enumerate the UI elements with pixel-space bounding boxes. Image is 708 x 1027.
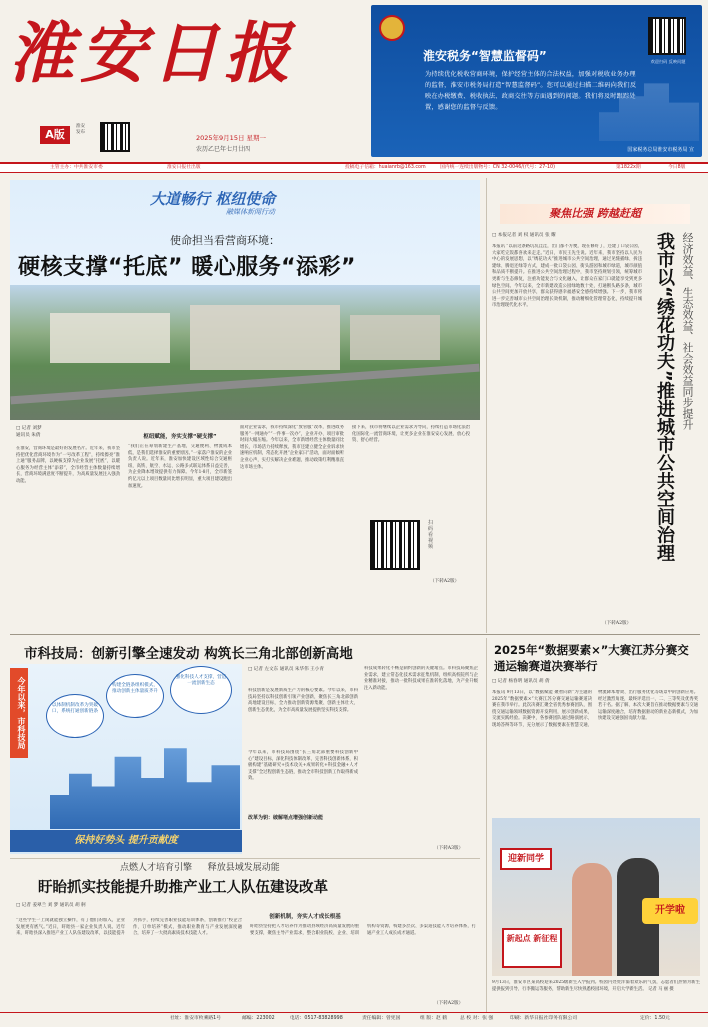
- lead-col4: 接下来，我市将继续以企业需求为导向，持续打造市场化法治化国际化一流营商环境，让更多企业在淮安安心发展、放心投资、舒心经营。: [352, 425, 470, 444]
- tech-jump: （下转A3版）: [434, 846, 464, 851]
- lead-jump: （下转A2版）: [430, 579, 460, 584]
- footer-print: 印刷：新华日报社印务有限公司: [510, 1016, 578, 1021]
- contest-body: 本报讯 9月13日，以“数据赋能 聚智向新”为主题的2025年“数据要素×”大赛江苏分赛交通运输赛道决赛在我市举行。此次决赛汇聚全省优秀参赛团队，围绕交通运输领域数据资源开发利用，展示创新成果，交流实践经验。决赛中，各参赛团队通过路演展示、现场答辩等环节，充分展示了数据要素在智慧交通、物流降本增效、出行服务优化等场景中的创新应用。经过激烈角逐，最终评选出一、二、三等奖及优秀奖若干名。据了解，本次大赛旨在推动数据要素与交通运输深度融合，培育数据驱动的新业态新模式，为加快建设交通强国贡献力量。: [492, 690, 698, 728]
- lead-col3: 面对企业需求，我市持续深化“放管服”改革，推进政务服务“一网通办”“一件事一次办”，企业开办、项目审批时间大幅压缩。今年以来，全市新增经营主体数量同比增长，市场活力持续释放。我市还建立健全企业诉求快速响应机制，常态化开展“企业家日”活动，面对面倾听企业心声，实打实解决企业难题，推动政策红利精准直达市场主体。: [240, 425, 344, 470]
- contest-headline: 2025年“数据要素×”大赛江苏分赛交通运输赛道决赛举行: [494, 643, 689, 673]
- strip-issue: 第1822x期: [616, 165, 641, 170]
- right-feature-subhead: 经济效益、生态效益、社会效益同步提升: [681, 232, 694, 430]
- tech-skyline: [50, 744, 240, 829]
- strip-email: 投稿电子信箱：huaianrb@163.com: [345, 165, 426, 170]
- industry-story: [10, 860, 480, 1010]
- tech-headline: 市科技局：创新引擎全速发动 构筑长三角北部创新高地: [24, 646, 353, 662]
- right-feature-byline: □ 本报记者 刘 权 通讯员 张 耀: [492, 233, 556, 238]
- footer-editor: 责任编辑：曾宪国: [362, 1016, 401, 1021]
- lead-banner: [10, 180, 480, 420]
- footer-address: 社址：淮安市枚乘路1号: [170, 1016, 222, 1021]
- lead-col2: “我们正在筹划新建生产基地，交通便利、物流成本低，是我们选择淮安的重要原因。”一家落户淮安的企业负责人说。近年来，淮安加快建设区域性综合交通枢纽，高铁、航空、水运、公路多式联运体系日益完善，为企业降本增效提供有力保障。今年1-8月，全市新签约亿元以上项目数量同比增长明显，重大项目建设跑出加速度。: [128, 444, 232, 489]
- industry-subhead: 创新机制，夯实人才成长根基: [269, 914, 341, 920]
- photo-sign-mid: 新起点 新征程: [502, 928, 562, 968]
- strip-publisher: 淮安日报社出版: [167, 165, 201, 170]
- lead-story: [10, 180, 480, 630]
- strip-cn: 国内统一连续出版物号：CN 32-0046/(代号：27-10): [440, 165, 555, 170]
- masthead-qr[interactable]: [100, 122, 130, 152]
- strip-sponsor: 主管主办：中共淮安市委: [50, 165, 103, 170]
- photo-sign-right: 开学啦: [642, 898, 698, 924]
- contest-byline: □ 记者 杨春明 通讯员 胡 倩: [492, 679, 550, 684]
- industry-kicker: [120, 860, 280, 873]
- contest-story: [492, 640, 700, 810]
- right-feature: [492, 180, 700, 630]
- masthead-strip: [0, 162, 708, 173]
- edition-badge: A版: [40, 126, 70, 144]
- tech-byline: □ 记者 左文东 通讯员 朱华伟 王小青: [248, 667, 324, 672]
- industry-headline: 盱眙抓实技能提升助推产业工人队伍建设改革: [38, 880, 328, 896]
- right-feature-body: 本报讯 “以前这条路坑坑洼洼，出门都不方便，现在修好了，还建了口袋公园，大家吃完饭都喜欢来走走。”近日，市民王先生说。近年来，我市坚持以人民为中心的发展思想，以“绣花功夫”推进城市公共空间治理，通过见缝插绿、拆违建绿、腾退还绿等方式，建成一批口袋公园、街头游园和城市绿道，城市颜值和品质不断提升。在推进公共空间治理过程中，我市坚持规划引领，统筹城市更新与生态修复，注重功能复合与文化融入，让群众在家门口就能享受到更多绿色空间。今年以来，全市新建改造公园绿地数十处，打通断头路多条，城市公共空间更加开放共享，群众获得感幸福感安全感持续增强。下一步，我市将进一步完善城市公共空间治理长效机制，推动精细化管理常态化，持续提升城市治理现代化水平。: [492, 244, 642, 309]
- lead-byline-2: 通讯员 朱倩: [16, 433, 41, 438]
- industry-body: “这些学生一上岗就能独立操作，有了他们的加入，企业发展更有底气。”近日，盱眙县一家企业负责人说。近年来，盱眙县深入推进产业工人队伍建设改革，以技能提升为抓手，持续完善职业技能培训体系，创新推行“校企合作、订单培养”模式，推动职业教育与产业发展深度融合，培养了一大批高素质技术技能人才。: [16, 918, 242, 937]
- tax-ad-title: 淮安税务“智慧监督码”: [423, 49, 547, 63]
- tech-body1: 科技创新是发展新质生产力的核心要素。今年以来，市科技局坚持以科技创新引领产业创新，聚焦长三角北部创新高地建设目标，全力推动创新资源集聚、创新主体壮大、创新生态优化，为全市高质量发展提供坚实科技支撑。: [248, 688, 358, 713]
- photo-caption-text: 9月13日，淮安市区某高校迎来2025级新生入学报到。校园内处处洋溢着欢乐的气氛，志愿者们热情为新生提供报到引导、行李搬运等服务，帮助新生尽快熟悉校园环境，开启大学新生活。: [492, 980, 700, 992]
- tech-side-label: 今年以来，市科技局: [10, 668, 28, 758]
- tax-emblem-icon: [379, 15, 405, 41]
- tech-graphic: [10, 664, 242, 854]
- footer-postcode: 邮编：223002: [242, 1016, 275, 1021]
- lead-qr-caption: 扫码看视频: [428, 520, 434, 550]
- tax-ad[interactable]: [371, 5, 702, 157]
- tech-section: [10, 640, 480, 855]
- footer-designer: 组 版：赵 鹤: [420, 1016, 448, 1021]
- footer-price: 定价：1.50元: [640, 1016, 670, 1021]
- lead-aerial-photo: [10, 285, 480, 420]
- lead-banner-title: 大道畅行 枢纽使命: [150, 190, 276, 208]
- right-feature-jump: （下转A2版）: [602, 621, 632, 626]
- photo-caption: [492, 980, 700, 1008]
- tax-ad-scan-note: 欢迎扫码 反映问题: [650, 59, 686, 64]
- industry-body2: 盱眙县坚持把人才培养作为推动县域经济高质量发展的重要支撑，聚焦主导产业需求，整合职业院校、企业、培训机构等资源，构建多层次、多渠道技能人才培养体系，打通产业工人成长成才通道。: [250, 924, 476, 936]
- tech-subhead: 改革为钥：破解堵点增强创新动能: [248, 815, 324, 821]
- right-feature-banner: 聚焦比强 跨越赶超: [500, 204, 690, 224]
- lead-byline-1: □ 记者 刘梦: [16, 426, 42, 431]
- tech-point-3: 强化科技人才支撑，营造一流创新生态: [170, 666, 232, 714]
- tax-ad-footer: 国家税务总局淮安市税务局 宣: [627, 147, 694, 153]
- tech-body2: 今年以来，市科技局围绕“长三角北部重要科技创新中心”建设目标，深化科技体制改革，完善科技创新体系，积极构建“基础研究+技术攻关+成果转化+科技金融+人才支撑”全过程创新生态链，推动全市科技创新工作取得新成效。: [248, 750, 358, 782]
- tech-body3: 科技成果转化不畅是制约创新的关键堵点。市科技局聚焦企业需求，建立常态化技术需求征集机制，组织高校院所与企业精准对接，推动一批科技成果在淮转化落地，为产业升级注入新动能。: [364, 666, 478, 691]
- right-feature-headline: 我市以“绣花功夫”推进城市公共空间治理: [654, 232, 675, 562]
- industry-byline: □ 记者 姜翠兰 刘 梦 通讯员 胡 舸: [16, 903, 86, 908]
- lunar-date: 农历乙巳年七月廿四: [196, 146, 251, 153]
- news-photo: [492, 818, 700, 976]
- masthead-title: 淮安日报: [8, 14, 296, 92]
- lead-qr[interactable]: [370, 520, 420, 570]
- lead-col1: 在淮安，营商环境是最好的发展名片。近年来，我市坚持把优化营商环境作为“一号改革工程”，持续擦亮“淮上通”服务品牌，以硬核支撑为企业发展“托底”，以暖心服务为经营主体“添彩”，全市经营主体数量持续增长，营商环境满意度不断提升，为高质量发展注入强劲动能。: [16, 446, 120, 484]
- industry-kicker-1: 点燃人才培育引擎: [120, 863, 193, 873]
- strip-pages: 今日8版: [668, 165, 686, 170]
- footer-proof: 总 校 对：张 强: [460, 1016, 494, 1021]
- footer-phone: 电话：0517-83828998: [290, 1016, 343, 1021]
- lead-kicker: 使命担当看营商环境：: [170, 234, 280, 247]
- tech-point-2: 构建全链条组织模式，推动创新主体量质齐升: [106, 674, 164, 718]
- photo-sign-left: 迎新同学: [500, 848, 552, 870]
- lead-col2-head: 枢纽赋能，夯实支撑“硬支撑”: [143, 434, 217, 440]
- tax-ad-qr[interactable]: [648, 17, 686, 55]
- photo-person-1: [572, 863, 612, 976]
- page-footer: [0, 1012, 708, 1027]
- tech-point-1: 以体制机制改革为突破口，系统打通创新链条: [46, 694, 104, 738]
- edition-note: 淮安发布: [76, 124, 85, 135]
- lead-banner-sub: 融媒体新闻行动: [226, 208, 275, 216]
- tech-slogan: 保持好势头 提升贡献度: [10, 830, 242, 852]
- lead-byline: [16, 425, 104, 439]
- industry-jump: （下转A2版）: [434, 1001, 464, 1006]
- photo-credit: 记者 马 丽 摄: [648, 986, 674, 992]
- date: 2025年9月15日 星期一: [196, 134, 267, 142]
- lead-headline: 硬核支撑“托底” 暖心服务“添彩”: [18, 255, 356, 280]
- industry-kicker-2: 释放县域发展动能: [207, 863, 280, 873]
- tax-ad-body: 为持续优化税收营商环境，保护经营主体的合法权益，加强对税收业务办理的监督，淮安市税务局打造“智慧监督码”。您可以通过扫描二维码向我们反映在办税缴费、税收执法、政商交往等方面遇到的问题。我们将及时跟踪处置，感谢您的监督与反馈。: [425, 71, 637, 111]
